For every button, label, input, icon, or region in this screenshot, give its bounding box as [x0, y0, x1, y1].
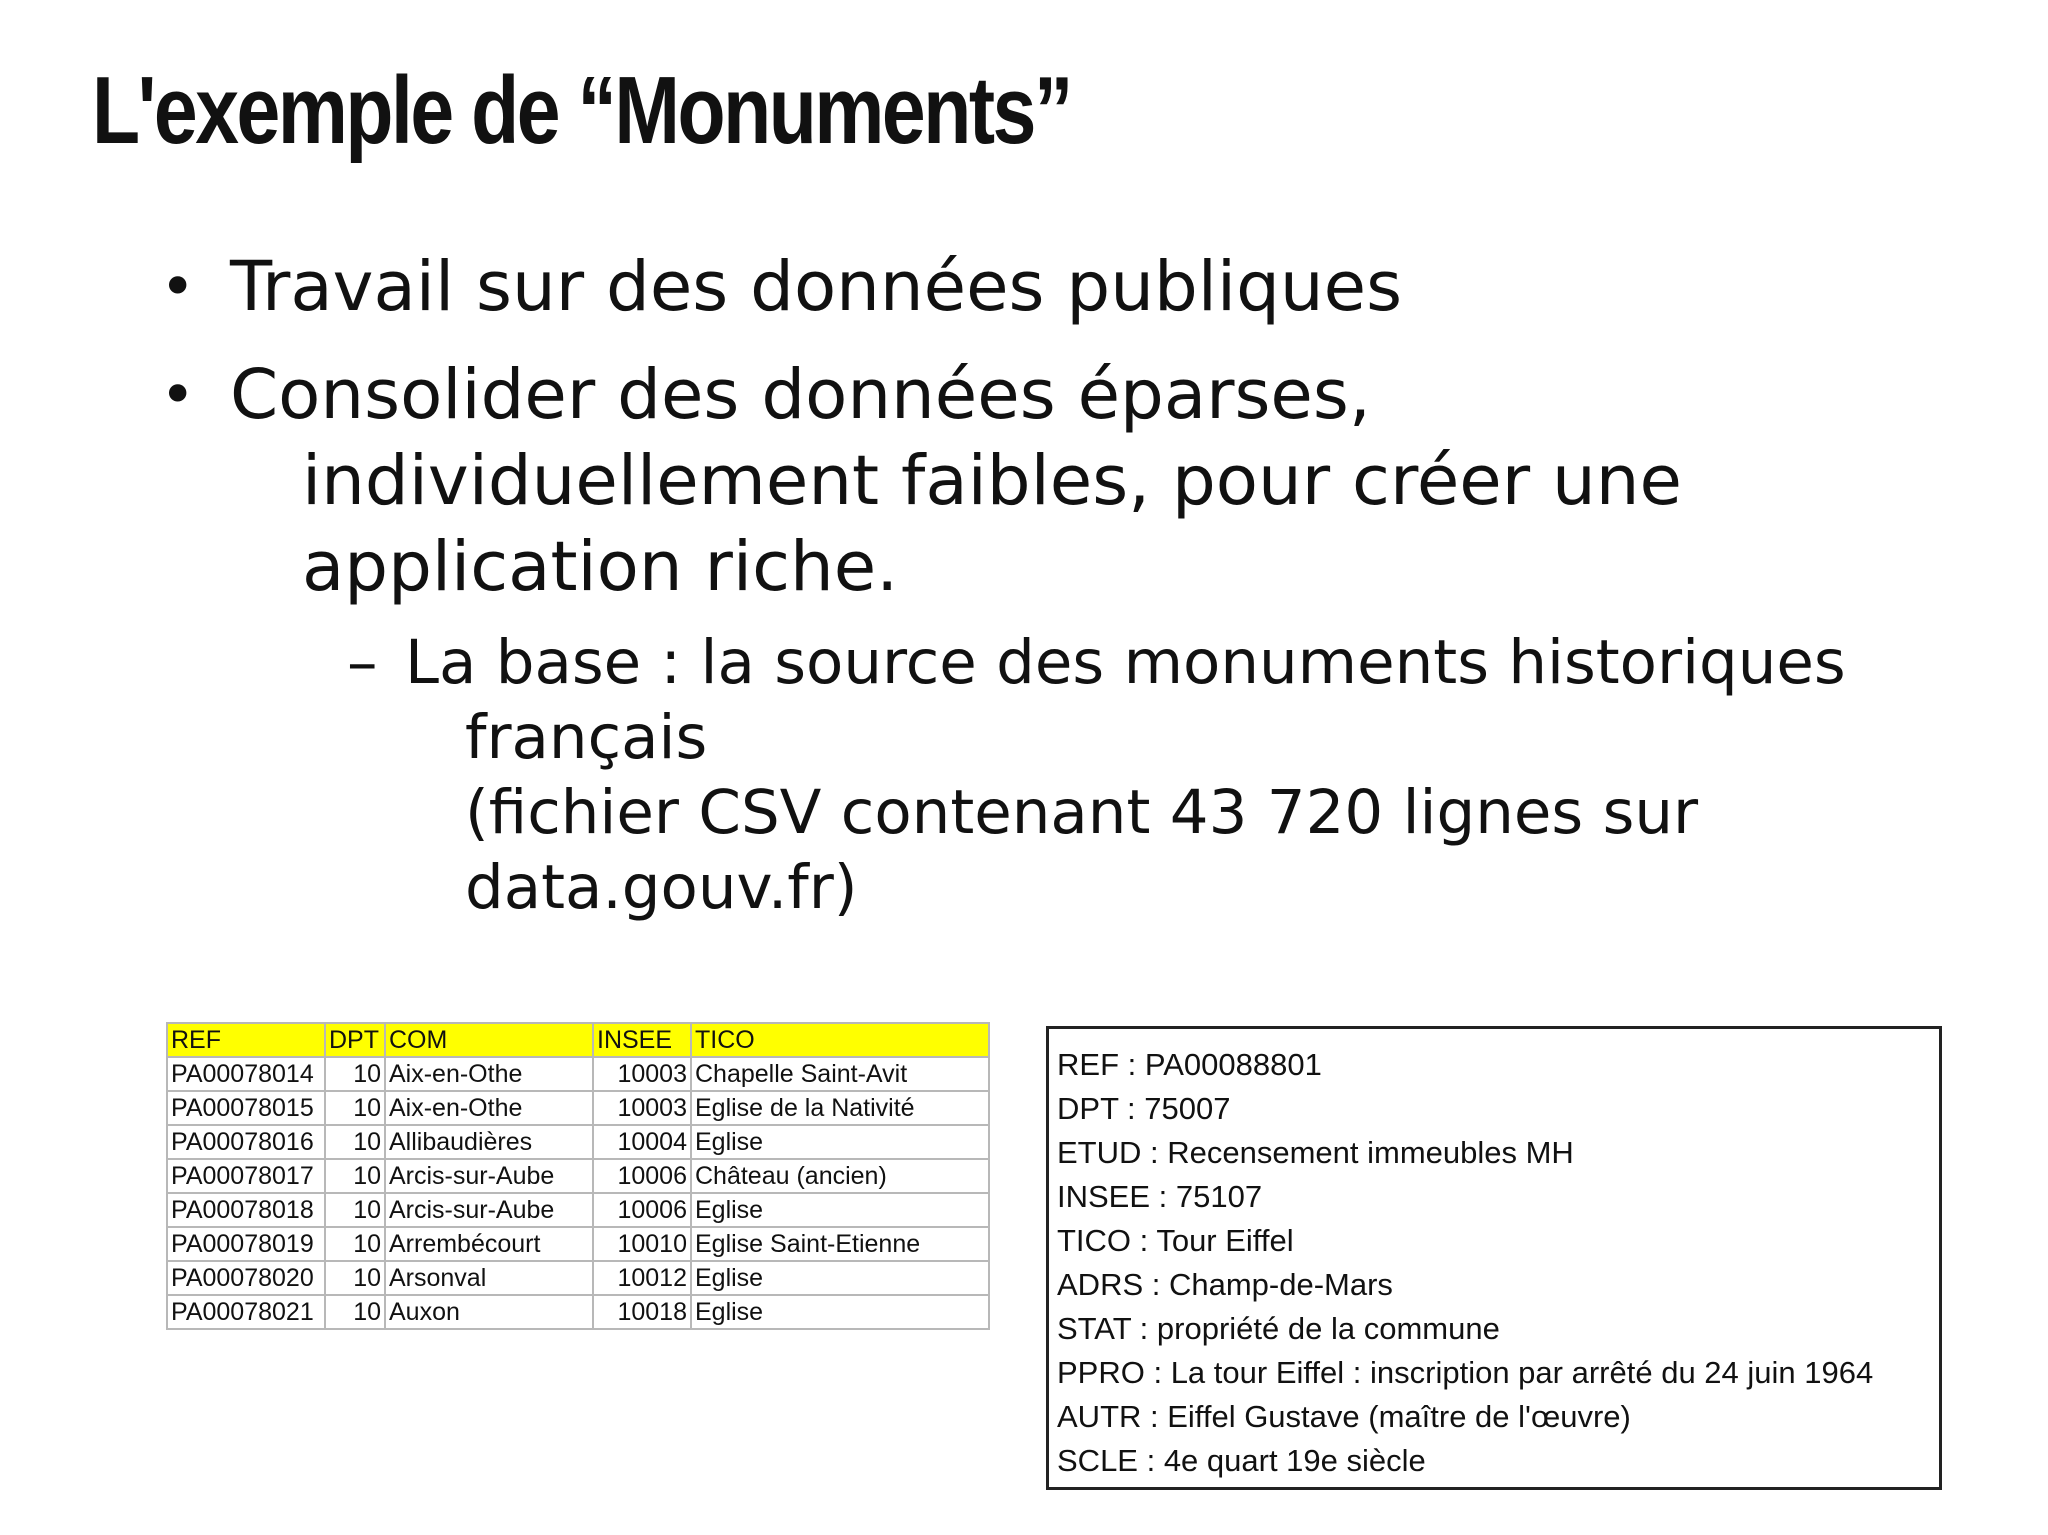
table-cell: Chapelle Saint-Avit	[691, 1057, 989, 1091]
bullet-line: individuellement faibles, pour créer une	[302, 441, 1682, 521]
record-field: SCLE : 4e quart 19e siècle	[1057, 1443, 1426, 1478]
bullet-line: Travail sur des données publiques	[230, 247, 1403, 327]
table-cell: 10006	[593, 1159, 691, 1193]
table-cell: 10	[325, 1125, 385, 1159]
table-cell: PA00078019	[167, 1227, 325, 1261]
record-field: PPRO : La tour Eiffel : inscription par arrêté du 24 juin 1964	[1057, 1355, 1874, 1390]
column-header-tico: TICO	[691, 1023, 989, 1057]
table-cell: 10006	[593, 1193, 691, 1227]
spreadsheet-header-row	[167, 1023, 989, 1057]
table-row	[167, 1091, 989, 1125]
monument-record-box	[1046, 1026, 1942, 1490]
table-cell: Allibaudières	[385, 1125, 593, 1159]
sub-bullet-dash: –	[347, 627, 378, 698]
table-cell: 10018	[593, 1295, 691, 1329]
table-row	[167, 1125, 989, 1159]
record-field: STAT : propriété de la commune	[1057, 1311, 1500, 1346]
column-header-dpt: DPT	[325, 1023, 385, 1057]
sub-bullet-source	[347, 625, 1846, 925]
table-cell: PA00078020	[167, 1261, 325, 1295]
table-cell: 10	[325, 1091, 385, 1125]
table-cell: Eglise de la Nativité	[691, 1091, 989, 1125]
column-header-insee: INSEE	[593, 1023, 691, 1057]
table-cell: 10	[325, 1261, 385, 1295]
bullet-line: application riche.	[302, 527, 899, 607]
column-header-com: COM	[385, 1023, 593, 1057]
table-row	[167, 1193, 989, 1227]
table-row	[167, 1295, 989, 1329]
table-row	[167, 1261, 989, 1295]
record-field: AUTR : Eiffel Gustave (maître de l'œuvre)	[1057, 1399, 1631, 1434]
table-cell: 10004	[593, 1125, 691, 1159]
table-cell: 10010	[593, 1227, 691, 1261]
table-cell: Eglise	[691, 1261, 989, 1295]
table-cell: PA00078017	[167, 1159, 325, 1193]
table-cell: Auxon	[385, 1295, 593, 1329]
table-cell: 10	[325, 1227, 385, 1261]
column-header-ref: REF	[167, 1023, 325, 1057]
sub-bullet-line: La base : la source des monuments historiques	[405, 627, 1846, 698]
table-cell: 10	[325, 1159, 385, 1193]
bullet-dot: •	[160, 252, 196, 322]
table-cell: Arcis-sur-Aube	[385, 1193, 593, 1227]
record-field: TICO : Tour Eiffel	[1057, 1223, 1294, 1258]
table-cell: PA00078021	[167, 1295, 325, 1329]
slide-title: L'exemple de “Monuments”	[92, 57, 1071, 164]
record-field: INSEE : 75107	[1057, 1179, 1263, 1214]
sub-bullet-line: français	[465, 702, 708, 773]
record-field: ADRS : Champ-de-Mars	[1057, 1267, 1393, 1302]
record-field: ETUD : Recensement immeubles MH	[1057, 1135, 1574, 1170]
table-cell: Eglise	[691, 1295, 989, 1329]
table-cell: Aix-en-Othe	[385, 1057, 593, 1091]
table-cell: Arsonval	[385, 1261, 593, 1295]
table-cell: 10	[325, 1295, 385, 1329]
table-cell: PA00078015	[167, 1091, 325, 1125]
table-cell: Eglise Saint-Etienne	[691, 1227, 989, 1261]
table-row	[167, 1057, 989, 1091]
table-cell: PA00078018	[167, 1193, 325, 1227]
sub-bullet-line: data.gouv.fr)	[465, 852, 858, 923]
bullet-line: Consolider des données éparses,	[230, 355, 1371, 435]
sub-bullet-line: (fichier CSV contenant 43 720 lignes sur	[465, 777, 1699, 848]
table-cell: Aix-en-Othe	[385, 1091, 593, 1125]
table-cell: PA00078016	[167, 1125, 325, 1159]
table-row	[167, 1227, 989, 1261]
table-cell: 10003	[593, 1091, 691, 1125]
bullet-public-data	[160, 244, 1403, 330]
table-cell: Arrembécourt	[385, 1227, 593, 1261]
table-cell: Eglise	[691, 1193, 989, 1227]
table-cell: 10	[325, 1057, 385, 1091]
bullet-consolidate	[160, 352, 1682, 610]
table-cell: PA00078014	[167, 1057, 325, 1091]
record-field: DPT : 75007	[1057, 1091, 1231, 1126]
table-cell: Arcis-sur-Aube	[385, 1159, 593, 1193]
table-cell: 10	[325, 1193, 385, 1227]
table-cell: Château (ancien)	[691, 1159, 989, 1193]
bullet-dot: •	[160, 360, 196, 430]
record-field: REF : PA00088801	[1057, 1047, 1322, 1082]
table-cell: 10012	[593, 1261, 691, 1295]
table-cell: Eglise	[691, 1125, 989, 1159]
spreadsheet-body	[167, 1057, 989, 1329]
table-row	[167, 1159, 989, 1193]
monuments-spreadsheet	[166, 1022, 990, 1330]
table-cell: 10003	[593, 1057, 691, 1091]
